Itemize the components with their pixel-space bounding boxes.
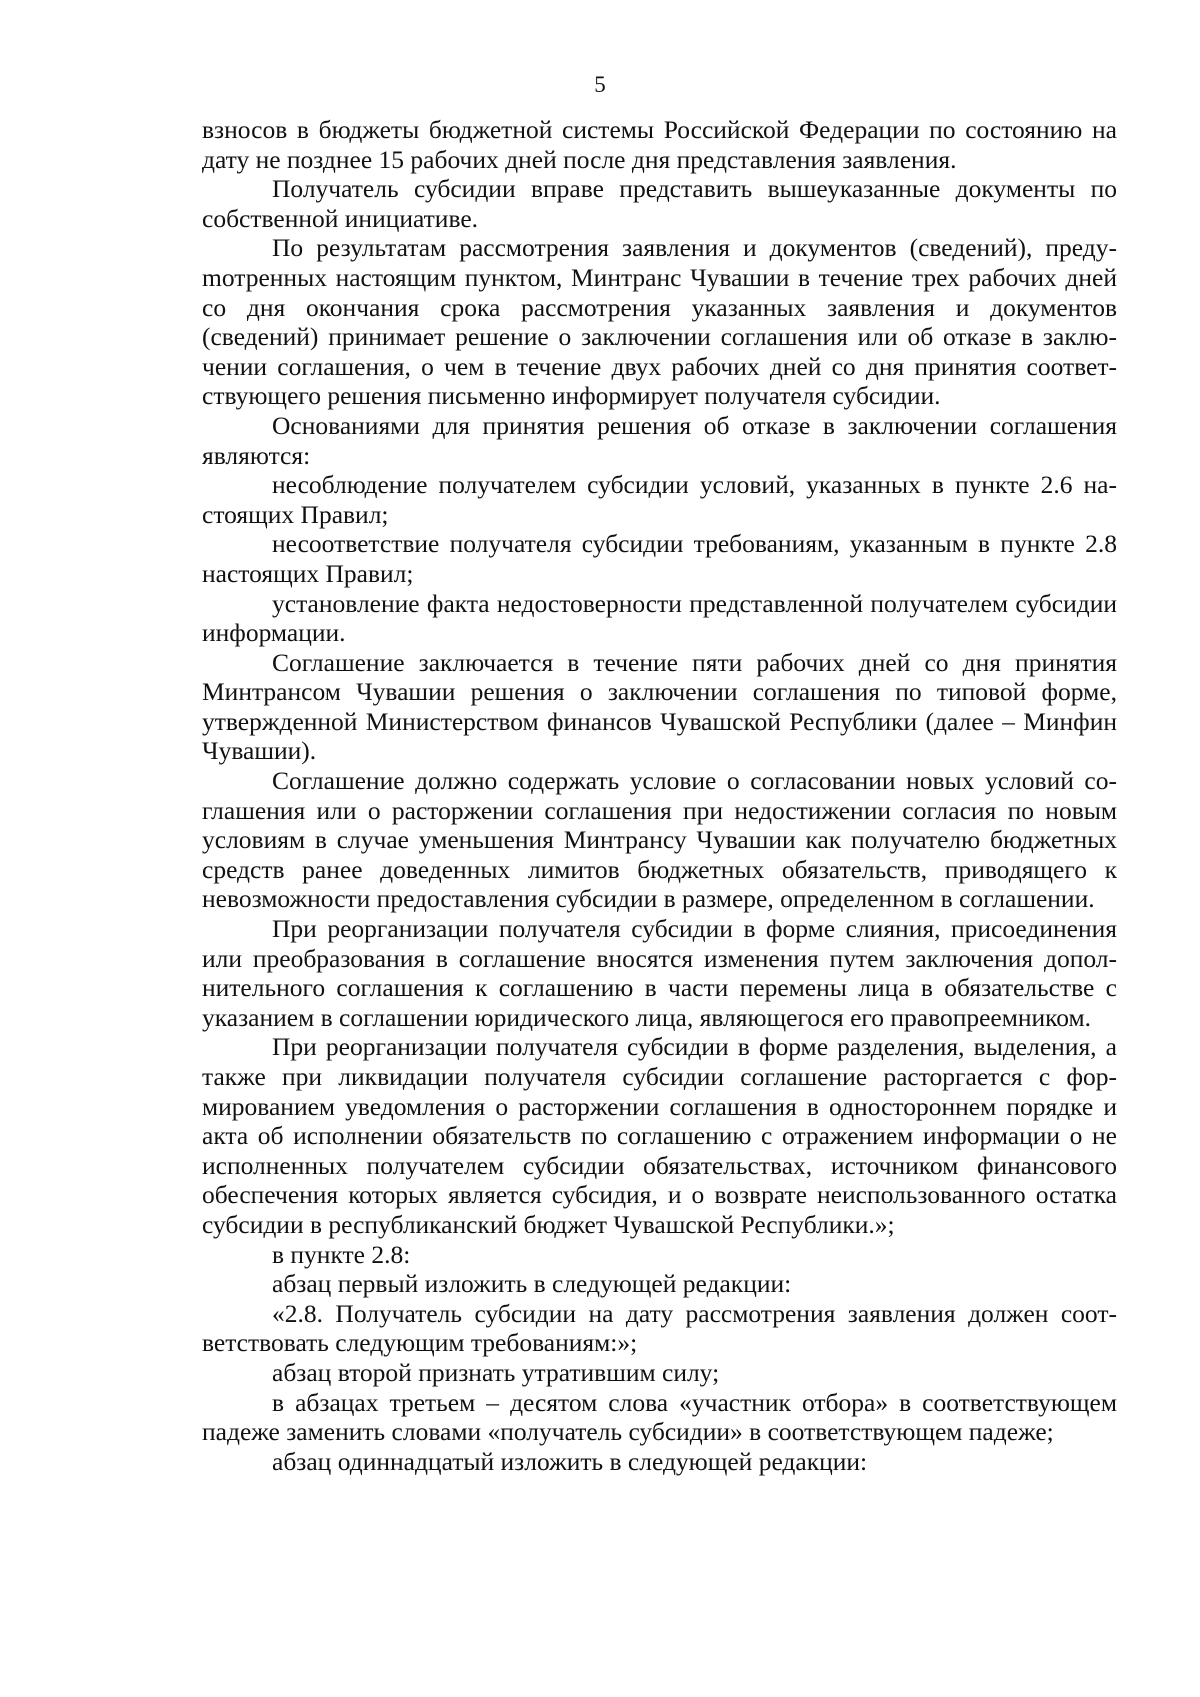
paragraph: Получатель субсидии вправе представить вышеуказанные документы по собственной инициативе. bbox=[202, 174, 1117, 233]
paragraph: «2.8. Получатель субсидии на дату рассмотрения заявления должен соответствовать следующим требованиям:»; bbox=[202, 1298, 1117, 1358]
paragraph-continuation: взносов в бюджеты бюджетной системы Российской Федерации по состоянию на дату не позднее 15 рабочих дней после дня представления заявления. bbox=[202, 115, 1117, 174]
document-body bbox=[202, 115, 1117, 1476]
paragraph: По результатам рассмотрения заявления и документов (сведений), предуmотренных настоящим пунктом, Минтранс Чувашии в течение трех рабочих дней со дня окончания срока рассмотрения указанных заявления и документов (сведений) принимает решение о заключении соглашения или об отказе в заключении соглашения, о чем в течение двух рабочих дней со дня принятия соответствующего решения письменно информирует получателя субсидии. bbox=[202, 233, 1117, 411]
paragraph: несоответствие получателя субсидии требованиям, указанным в пункте 2.8 настоящих Правил; bbox=[202, 529, 1117, 588]
paragraph: несоблюдение получателем субсидии условий, указанных в пункте 2.6 настоящих Правил; bbox=[202, 470, 1117, 529]
page-number: 5 bbox=[594, 72, 606, 97]
paragraph: Основаниями для принятия решения об отказе в заключении соглашения являются: bbox=[202, 410, 1117, 470]
paragraph: в пункте 2.8: bbox=[272, 1239, 411, 1269]
paragraph: При реорганизации получателя субсидии в форме разделения, выделения, а также при ликвидации получателя субсидии соглашение расторгается с формированием уведомления о расторжении соглашения в одностороннем порядке и акта об исполнении обязательств по соглашению с отражением информации о не исполненных получателем субсидии обязательствах, источником финансового обеспечения которых является субсидия, и о возврате неиспользованного остатка субсидии в республиканский бюджет Чувашской Республики.»; bbox=[202, 1032, 1117, 1239]
paragraph: абзац первый изложить в следующей редакции: bbox=[272, 1269, 792, 1299]
paragraph: абзац одиннадцатый изложить в следующей редакции: bbox=[272, 1446, 868, 1476]
paragraph: в абзацах третьем – десятом слова «участник отбора» в соответствующем падеже заменить словами «получатель субсидии» в соответствующем падеже; bbox=[202, 1387, 1117, 1447]
paragraph: При реорганизации получателя субсидии в форме слияния, присоединения или преобразования в соглашение вносятся изменения путем заключения дополнительного соглашения к соглашению в части перемены лица в обязательстве с указанием в соглашении юридического лица, являющегося его правопреемником. bbox=[202, 914, 1117, 1032]
paragraph: Соглашение должно содержать условие о согласовании новых условий соглашения или о расторжении соглашения при недостижении согласия по новым условиям в случае уменьшения Минтрансу Чувашии как получателю бюджетных средств ранее доведенных лимитов бюджетных обязательств, приводящего к невозможности предоставления субсидии в размере, определенном в соглашении. bbox=[202, 766, 1117, 914]
paragraph: установление факта недостоверности представленной получателем субсидии информации. bbox=[202, 588, 1117, 648]
paragraph: абзац второй признать утратившим силу; bbox=[272, 1357, 720, 1387]
paragraph: Соглашение заключается в течение пяти рабочих дней со дня принятия Минтрансом Чувашии решения о заключении соглашения по типовой форме, утвержденной Министерством финансов Чувашской Республики (далее – Минфин Чувашии). bbox=[202, 647, 1117, 766]
